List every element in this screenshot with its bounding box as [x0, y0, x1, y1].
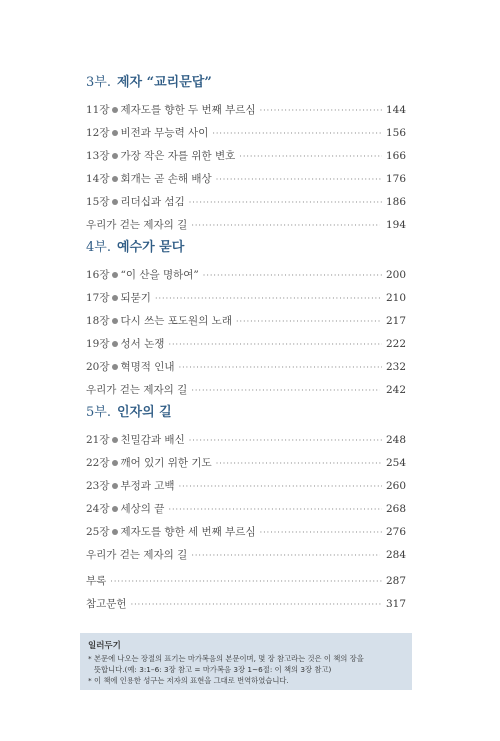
chapter-title: 친밀감과 배신: [120, 434, 185, 446]
toc-entry-road[interactable]: [86, 379, 406, 402]
references-title: 참고문헌: [86, 598, 127, 610]
toc-entry[interactable]: [86, 191, 406, 214]
toc-entry[interactable]: [86, 521, 406, 544]
bullet-icon: [112, 506, 118, 512]
bullet-icon: [112, 437, 118, 443]
notes-box: [80, 633, 412, 690]
chapter-number: 25장: [86, 526, 110, 538]
page-number: 200: [385, 269, 406, 281]
page-number: 287: [385, 575, 406, 587]
road-title: 우리가 걷는 제자의 길: [86, 384, 188, 396]
chapter-title: “이 산을 명하여”: [120, 269, 199, 281]
chapter-title: 회개는 곧 손해 배상: [120, 173, 212, 185]
toc-entry[interactable]: [86, 264, 406, 287]
toc-entry[interactable]: [86, 452, 406, 475]
dot-leader: [216, 452, 382, 475]
part-4-heading: [86, 238, 406, 258]
appendix-section: [86, 570, 406, 616]
chapter-number: 21장: [86, 434, 110, 446]
chapter-title: 세상의 끝: [120, 503, 165, 515]
bullet-icon: [112, 272, 118, 278]
road-title: 우리가 걷는 제자의 길: [86, 549, 188, 561]
part-4-section: [86, 238, 406, 402]
toc-entry[interactable]: [86, 356, 406, 379]
toc-entry-road[interactable]: [86, 544, 406, 567]
toc-entry[interactable]: [86, 475, 406, 498]
chapter-title: 제자도를 향한 세 번째 부르심: [120, 526, 256, 538]
bullet-icon: [112, 341, 118, 347]
dot-leader: [189, 429, 382, 452]
notes-line: 뜻합니다.(예: 3:1–6: 3장 참고 = 마가복음 3장 1~6절: 이 책의 3장 참고): [94, 665, 332, 674]
page-number: 232: [385, 361, 406, 373]
dot-leader: [168, 498, 382, 521]
part-label: 5부.: [86, 405, 111, 420]
chapter-title: 비전과 무능력 사이: [120, 127, 209, 139]
bullet-icon: [112, 483, 118, 489]
toc-entry[interactable]: [86, 429, 406, 452]
page-number: 222: [385, 338, 406, 350]
bullet-icon: [112, 529, 118, 535]
part-3-heading: [86, 73, 406, 93]
page-number: 166: [385, 150, 406, 162]
dot-leader: [236, 310, 382, 333]
chapter-number: 11장: [86, 104, 110, 116]
toc-entry-road[interactable]: [86, 214, 406, 237]
part-5-section: [86, 403, 406, 567]
chapter-title: 혁명적 인내: [120, 361, 175, 373]
dot-leader: [191, 214, 380, 237]
dot-leader: [179, 475, 382, 498]
page-number: 186: [385, 196, 406, 208]
dot-leader: [110, 570, 382, 593]
bullet-icon: [112, 130, 118, 136]
bullet-icon: [112, 318, 118, 324]
page-number: 217: [385, 315, 406, 327]
page-number: 156: [385, 127, 406, 139]
page-number: 194: [385, 219, 406, 231]
dot-leader: [239, 145, 382, 168]
chapter-title: 제자도를 향한 두 번째 부르심: [120, 104, 256, 116]
chapter-number: 20장: [86, 361, 110, 373]
road-title: 우리가 걷는 제자의 길: [86, 219, 188, 231]
toc-entry[interactable]: [86, 122, 406, 145]
chapter-number: 15장: [86, 196, 110, 208]
dot-leader: [203, 264, 382, 287]
chapter-number: 16장: [86, 269, 110, 281]
chapter-number: 19장: [86, 338, 110, 350]
toc-entry[interactable]: [86, 498, 406, 521]
page-number: 268: [385, 503, 406, 515]
bullet-icon: [112, 153, 118, 159]
chapter-number: 12장: [86, 127, 110, 139]
chapter-number: 14장: [86, 173, 110, 185]
toc-entry[interactable]: [86, 99, 406, 122]
dot-leader: [179, 356, 382, 379]
dot-leader: [155, 287, 382, 310]
page-number: 176: [385, 173, 406, 185]
part-label: 4부.: [86, 240, 111, 255]
dot-leader: [216, 168, 382, 191]
page-number: 242: [385, 384, 406, 396]
chapter-title: 가장 작은 자를 위한 변호: [120, 150, 236, 162]
chapter-number: 13장: [86, 150, 110, 162]
toc-entry-references[interactable]: [86, 593, 406, 616]
appendix-title: 부록: [86, 575, 107, 587]
page-number: 317: [385, 598, 406, 610]
page-number: 284: [385, 549, 406, 561]
bullet-icon: [112, 176, 118, 182]
notes-line: * 본문에 나오는 장절의 표기는 마가복음의 본문이며, 몇 장 참고라는 것은 이 책의 장을: [88, 654, 364, 663]
part-5-heading: [86, 403, 406, 423]
page-number: 210: [385, 292, 406, 304]
dot-leader: [168, 333, 382, 356]
page-number: 254: [385, 457, 406, 469]
part-label: 3부.: [86, 75, 111, 90]
notes-title: 일러두기: [88, 641, 121, 651]
bullet-icon: [112, 199, 118, 205]
toc-entry[interactable]: [86, 310, 406, 333]
chapter-number: 18장: [86, 315, 110, 327]
dot-leader: [131, 593, 382, 616]
toc-entry[interactable]: [86, 168, 406, 191]
page-number: 248: [385, 434, 406, 446]
chapter-number: 24장: [86, 503, 110, 515]
chapter-number: 17장: [86, 292, 110, 304]
bullet-icon: [112, 364, 118, 370]
bullet-icon: [112, 107, 118, 113]
dot-leader: [212, 122, 382, 145]
dot-leader: [189, 191, 382, 214]
page-number: 260: [385, 480, 406, 492]
chapter-title: 리더십과 섬김: [120, 196, 185, 208]
toc-entry[interactable]: [86, 145, 406, 168]
part-title: 제자 “교리문답”: [116, 75, 212, 90]
chapter-number: 23장: [86, 480, 110, 492]
bullet-icon: [112, 295, 118, 301]
dot-leader: [191, 544, 380, 567]
part-title: 예수가 묻다: [116, 240, 185, 255]
chapter-title: 깨어 있기 위한 기도: [120, 457, 212, 469]
chapter-title: 성서 논쟁: [120, 338, 165, 350]
notes-line: * 이 책에 인용한 성구는 저자의 표현을 그대로 번역하였습니다.: [88, 676, 289, 685]
bullet-icon: [112, 460, 118, 466]
chapter-title: 되묻기: [120, 292, 151, 304]
dot-leader: [260, 521, 382, 544]
chapter-number: 22장: [86, 457, 110, 469]
toc-entry[interactable]: [86, 287, 406, 310]
dot-leader: [191, 379, 380, 402]
toc-entry-appendix[interactable]: [86, 570, 406, 593]
page-number: 276: [385, 526, 406, 538]
chapter-title: 부정과 고백: [120, 480, 175, 492]
part-3-section: [86, 73, 406, 237]
toc-entry[interactable]: [86, 333, 406, 356]
dot-leader: [260, 99, 382, 122]
page-number: 144: [385, 104, 406, 116]
part-title: 인자의 길: [116, 405, 172, 420]
chapter-title: 다시 쓰는 포도원의 노래: [120, 315, 232, 327]
